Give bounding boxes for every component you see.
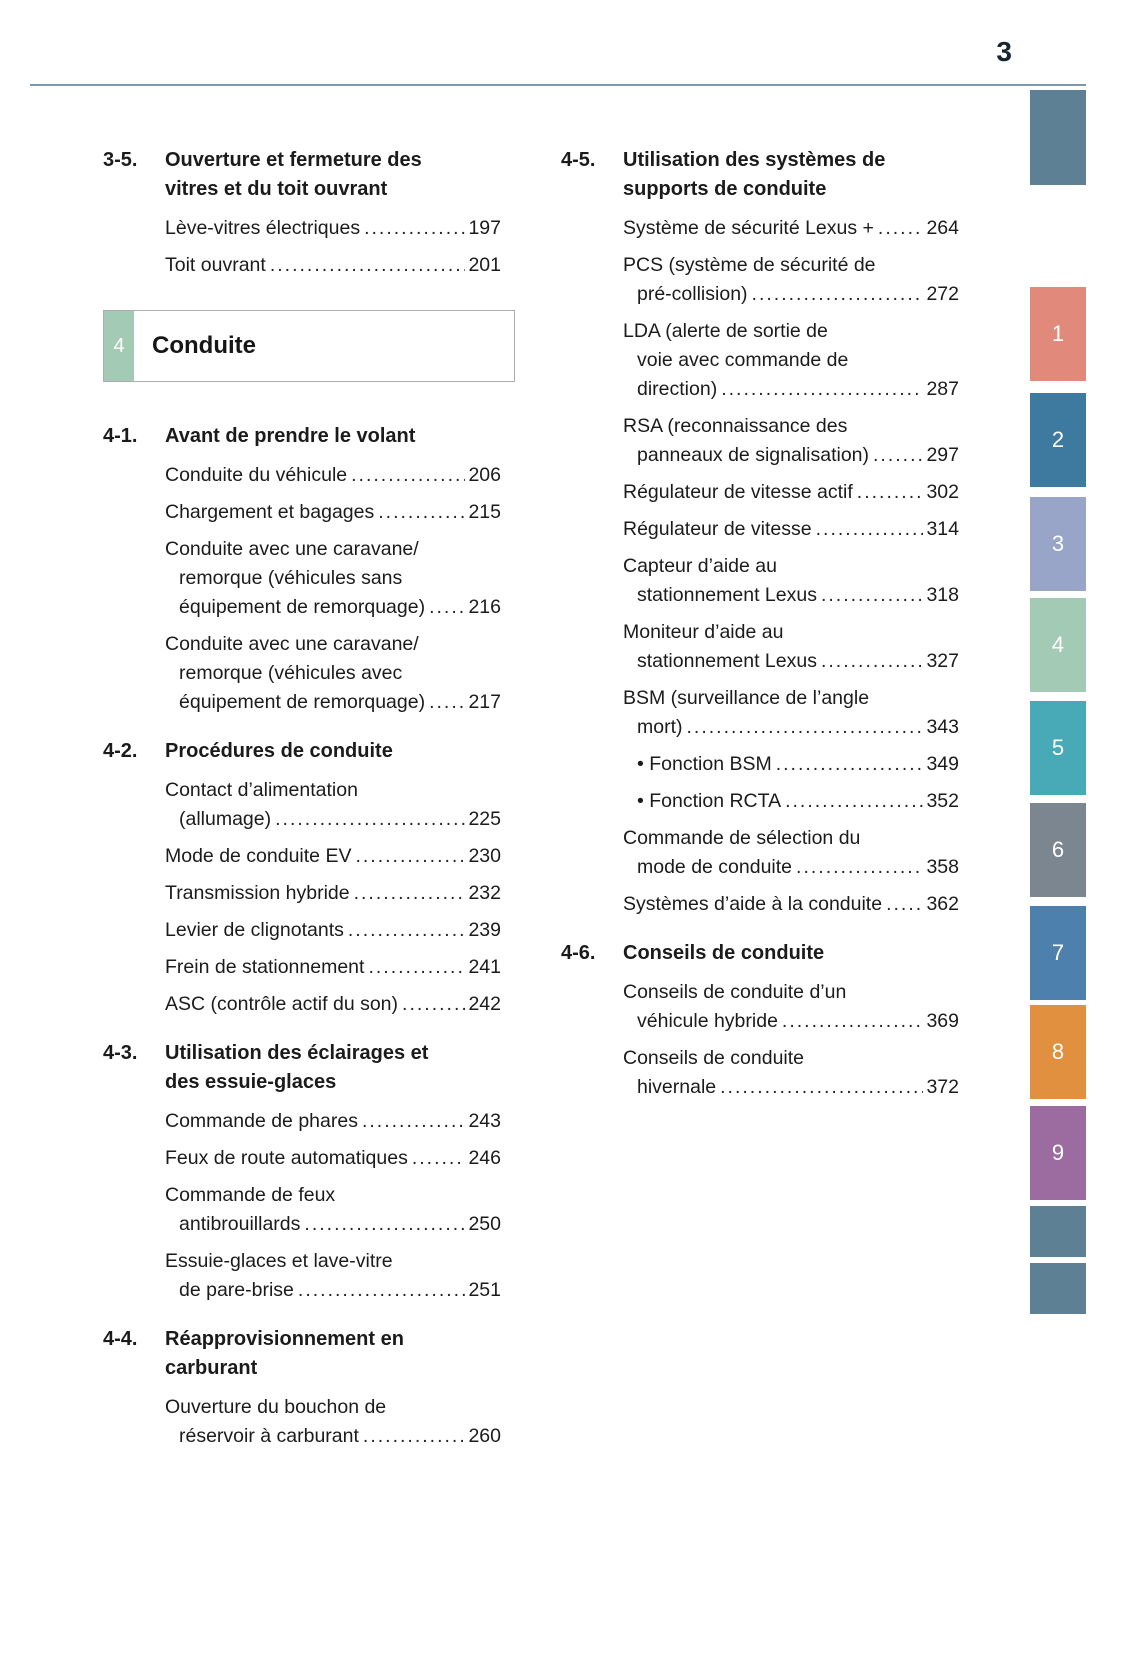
section-title-line: Ouverture et fermeture des: [165, 149, 422, 171]
chapter-tab-blank-0: [1030, 90, 1086, 185]
dot-leader: [355, 842, 465, 871]
dot-leader: [721, 375, 923, 404]
dot-leader: [687, 713, 924, 742]
dot-leader: [429, 688, 465, 717]
section-heading: [103, 1039, 501, 1097]
toc-entry-text: Transmission hybride: [165, 882, 350, 904]
section-entries: [103, 1107, 501, 1305]
toc-entry-line: [623, 647, 959, 676]
toc-entry-text: • Fonction BSM: [637, 753, 772, 775]
dot-leader: [782, 1007, 924, 1036]
section-heading: [103, 737, 501, 766]
section-heading: [561, 146, 959, 204]
toc-entry-text: BSM (surveillance de l’angle: [623, 687, 870, 709]
toc-entry-text: panneaux de signalisation): [637, 444, 870, 466]
dot-leader: [785, 787, 923, 816]
toc-entry: [165, 1107, 501, 1136]
toc-entry: [165, 776, 501, 834]
toc-entry-line: [623, 251, 959, 280]
chapter-tab-sidebar: [1030, 0, 1086, 1654]
toc-page-number: 217: [468, 691, 501, 713]
toc-entry-text: Chargement et bagages: [165, 501, 375, 523]
chapter-tab-number: 5: [1051, 735, 1065, 760]
toc-entry-line: [623, 441, 959, 470]
toc-entry-line: [165, 805, 501, 834]
toc-entry-text: mort): [637, 716, 683, 738]
toc-entry-line: [165, 1276, 501, 1305]
toc-entry-line: [165, 593, 501, 622]
section-title-line: Procédures de conduite: [165, 740, 393, 762]
toc-entry-line: [165, 916, 501, 945]
toc-entry-text: Frein de stationnement: [165, 956, 365, 978]
toc-left-main-sections: [103, 422, 501, 1451]
toc-page-number: 242: [468, 993, 501, 1015]
dot-leader: [752, 280, 924, 309]
toc-entry-text: antibrouillards: [179, 1213, 301, 1235]
toc-entry-text: Contact d’alimentation: [165, 779, 358, 801]
toc-section: [103, 422, 501, 717]
dot-leader: [363, 1422, 466, 1451]
dot-leader: [362, 1107, 466, 1136]
dot-leader: [348, 916, 466, 945]
toc-entry-line: [165, 214, 501, 243]
toc-entry: [165, 630, 501, 717]
toc-entry-line: [165, 1107, 501, 1136]
toc-entry: [623, 824, 959, 882]
dot-leader: [821, 647, 924, 676]
section-number: 4-3.: [103, 1042, 138, 1064]
toc-entry-line: [165, 1422, 501, 1451]
toc-page-number: 352: [926, 790, 959, 812]
toc-entry: [623, 412, 959, 470]
toc-entry-line: [165, 990, 501, 1019]
toc-section: [561, 146, 959, 919]
section-title: [165, 146, 422, 204]
toc-entry-line: [165, 630, 501, 659]
toc-entry-text: Mode de conduite EV: [165, 845, 352, 867]
toc-page-number: 349: [926, 753, 959, 775]
toc-entry: [165, 953, 501, 982]
toc-entry-text: Conseils de conduite: [623, 1047, 805, 1069]
toc-entry-text: stationnement Lexus: [637, 584, 817, 606]
toc-entry-line: [623, 824, 959, 853]
toc-entry-line: [623, 787, 959, 816]
toc-page-number: 287: [926, 378, 959, 400]
toc-page-number: 250: [468, 1213, 501, 1235]
toc-page-number: 243: [468, 1110, 501, 1132]
dot-leader: [402, 990, 465, 1019]
toc-entry-line: [623, 1073, 959, 1102]
chapter-tab-2: [1030, 393, 1086, 487]
section-title-line: Réapprovisionnement en: [165, 1328, 404, 1350]
chapter-tab-number: 8: [1051, 1039, 1065, 1064]
toc-entry-line: [623, 581, 959, 610]
toc-entry-text: de pare-brise: [179, 1279, 294, 1301]
toc-entry: [165, 990, 501, 1019]
toc-page-number: 206: [468, 464, 501, 486]
toc-page-number: 215: [468, 501, 501, 523]
toc-entry-line: [623, 853, 959, 882]
section-number: 4-6.: [561, 942, 596, 964]
toc-entry-line: [165, 776, 501, 805]
toc-entry-line: [623, 713, 959, 742]
chapter-tab-blank-11: [1030, 1263, 1086, 1314]
toc-entry-text: Commande de sélection du: [623, 827, 861, 849]
toc-entry-text: Lève-vitres électriques: [165, 217, 361, 239]
dot-leader: [298, 1276, 466, 1305]
toc-entry-line: [623, 552, 959, 581]
toc-entry-line: [165, 564, 501, 593]
toc-entry: [165, 916, 501, 945]
chapter-tab-6: [1030, 803, 1086, 897]
toc-entry-line: [165, 953, 501, 982]
toc-entry-text: remorque (véhicules avec: [179, 662, 403, 684]
section-title: [165, 1039, 428, 1097]
section-title: [623, 146, 885, 204]
toc-entry-text: (allumage): [179, 808, 272, 830]
toc-entry: [165, 842, 501, 871]
toc-entry-line: [165, 1210, 501, 1239]
toc-section: [103, 146, 501, 280]
toc-entry-text: remorque (véhicules sans: [179, 567, 403, 589]
section-title: [623, 939, 824, 968]
toc-page-number: 318: [926, 584, 959, 606]
section-title-line: vitres et du toit ouvrant: [165, 178, 388, 200]
toc-page-number: 297: [926, 444, 959, 466]
chapter-tab-3: [1030, 497, 1086, 591]
toc-entry: [623, 890, 959, 919]
dot-leader: [720, 1073, 923, 1102]
toc-page-number: 232: [468, 882, 501, 904]
toc-entry-line: [623, 317, 959, 346]
section-heading: [561, 939, 959, 968]
toc-section: [103, 737, 501, 1019]
section-entries: [103, 776, 501, 1019]
toc-entry-line: [623, 978, 959, 1007]
toc-entry: [165, 1247, 501, 1305]
toc-entry-text: Conduite du véhicule: [165, 464, 348, 486]
section-title-line: Conseils de conduite: [623, 942, 825, 964]
toc-entry-text: Régulateur de vitesse: [623, 518, 812, 540]
toc-entry: [165, 251, 501, 280]
toc-page-number: 241: [468, 956, 501, 978]
header-rule: [30, 84, 1086, 86]
chapter-banner: [103, 310, 515, 382]
toc-page-number: 251: [468, 1279, 501, 1301]
section-title-line: Avant de prendre le volant: [165, 425, 416, 447]
toc-entry-line: [165, 1247, 501, 1276]
toc-section: [103, 1039, 501, 1305]
toc-content: [103, 146, 959, 1459]
dot-leader: [816, 515, 924, 544]
section-heading: [103, 422, 501, 451]
toc-entry-line: [623, 280, 959, 309]
dot-leader: [873, 441, 923, 470]
toc-page-number: 362: [926, 893, 959, 915]
toc-entry-text: • Fonction RCTA: [637, 790, 782, 812]
toc-entry-line: [623, 478, 959, 507]
toc-entry-text: voie avec commande de: [637, 349, 849, 371]
toc-entry-line: [165, 659, 501, 688]
toc-entry: [623, 214, 959, 243]
toc-entry-text: Commande de feux: [165, 1184, 336, 1206]
toc-page-number: 230: [468, 845, 501, 867]
toc-entry: [623, 618, 959, 676]
toc-entry-text: Système de sécurité Lexus +: [623, 217, 874, 239]
section-title: [165, 737, 393, 766]
dot-leader: [354, 879, 466, 908]
dot-leader: [351, 461, 465, 490]
section-title: [165, 1325, 404, 1383]
chapter-banner-title: Conduite: [152, 332, 256, 359]
toc-entry-text: Ouverture du bouchon de: [165, 1396, 387, 1418]
toc-entry-text: Conduite avec une caravane/: [165, 538, 419, 560]
dot-leader: [429, 593, 465, 622]
toc-entry-text: PCS (système de sécurité de: [623, 254, 876, 276]
section-entries: [103, 461, 501, 717]
section-number: 4-1.: [103, 425, 138, 447]
toc-entry-line: [165, 251, 501, 280]
toc-entry: [623, 1044, 959, 1102]
toc-entry: [165, 879, 501, 908]
dot-leader: [821, 581, 924, 610]
toc-section: [103, 1325, 501, 1451]
toc-entry-text: Systèmes d’aide à la conduite: [623, 893, 883, 915]
toc-page-number: 264: [926, 217, 959, 239]
dot-leader: [304, 1210, 465, 1239]
section-number: 4-4.: [103, 1328, 138, 1350]
toc-page-number: 197: [468, 217, 501, 239]
toc-section: [561, 939, 959, 1102]
toc-entry-line: [623, 890, 959, 919]
toc-page-number: 239: [468, 919, 501, 941]
toc-entry-line: [165, 879, 501, 908]
toc-left-top-sections: [103, 146, 501, 280]
toc-entry-line: [623, 750, 959, 779]
toc-page-number: 369: [926, 1010, 959, 1032]
toc-entry-line: [165, 1181, 501, 1210]
toc-entry-line: [623, 684, 959, 713]
toc-entry: [623, 684, 959, 742]
chapter-tab-4: [1030, 598, 1086, 692]
toc-entry-text: Commande de phares: [165, 1110, 358, 1132]
toc-entry-text: Conseils de conduite d’un: [623, 981, 847, 1003]
toc-page-number: 272: [926, 283, 959, 305]
page-number: 3: [996, 36, 1012, 67]
toc-entry-text: stationnement Lexus: [637, 650, 817, 672]
toc-entry-text: équipement de remorquage): [179, 596, 426, 618]
chapter-tab-number: 2: [1051, 427, 1065, 452]
chapter-tab-7: [1030, 906, 1086, 1000]
toc-entry-line: [165, 461, 501, 490]
chapter-tab-5: [1030, 701, 1086, 795]
dot-leader: [796, 853, 923, 882]
chapter-tab-9: [1030, 1106, 1086, 1200]
toc-entry-text: Conduite avec une caravane/: [165, 633, 419, 655]
toc-page-number: 358: [926, 856, 959, 878]
toc-entry-text: Essuie-glaces et lave-vitre: [165, 1250, 393, 1272]
dot-leader: [364, 214, 465, 243]
chapter-tab-number: 3: [1051, 531, 1065, 556]
toc-page-number: 327: [926, 650, 959, 672]
toc-entry: [623, 978, 959, 1036]
toc-entry-line: [623, 412, 959, 441]
section-number: 4-5.: [561, 149, 596, 171]
toc-entry-line: [623, 214, 959, 243]
chapter-tab-blank-10: [1030, 1206, 1086, 1257]
section-entries: [103, 1393, 501, 1451]
section-title-line: des essuie-glaces: [165, 1071, 337, 1093]
toc-entry-text: pré-collision): [637, 283, 748, 305]
toc-entry-line: [165, 842, 501, 871]
toc-entry: [165, 214, 501, 243]
toc-page-number: 302: [926, 481, 959, 503]
toc-entry-text: Feux de route automatiques: [165, 1147, 408, 1169]
toc-entry: [165, 1181, 501, 1239]
chapter-tab-number: 4: [1051, 632, 1065, 657]
toc-entry-text: véhicule hybride: [637, 1010, 778, 1032]
toc-entry-line: [623, 375, 959, 404]
chapter-tab-number: 9: [1051, 1140, 1065, 1165]
section-number: 4-2.: [103, 740, 138, 762]
dot-leader: [776, 750, 924, 779]
toc-page-number: 246: [468, 1147, 501, 1169]
chapter-tab-number: 7: [1051, 940, 1065, 965]
toc-entry-text: réservoir à carburant: [179, 1425, 359, 1447]
toc-entry: [165, 461, 501, 490]
section-title-line: supports de conduite: [623, 178, 827, 200]
toc-entry-line: [623, 618, 959, 647]
toc-entry-line: [165, 688, 501, 717]
section-heading: [103, 1325, 501, 1383]
toc-page-number: 225: [468, 808, 501, 830]
section-title-line: carburant: [165, 1357, 258, 1379]
section-number: 3-5.: [103, 149, 138, 171]
toc-entry-text: LDA (alerte de sortie de: [623, 320, 828, 342]
dot-leader: [270, 251, 466, 280]
chapter-tab-8: [1030, 1005, 1086, 1099]
chapter-tab-1: [1030, 287, 1086, 381]
toc-entry-text: direction): [637, 378, 718, 400]
toc-entry: [623, 478, 959, 507]
toc-entry-text: équipement de remorquage): [179, 691, 426, 713]
toc-entry-text: hivernale: [637, 1076, 717, 1098]
toc-entry-text: Capteur d’aide au: [623, 555, 777, 577]
toc-entry-text: Levier de clignotants: [165, 919, 344, 941]
toc-entry-text: Moniteur d’aide au: [623, 621, 784, 643]
toc-entry: [165, 535, 501, 622]
dot-leader: [878, 214, 924, 243]
chapter-tab-number: 6: [1051, 837, 1065, 862]
dot-leader: [857, 478, 924, 507]
toc-entry-text: Régulateur de vitesse actif: [623, 481, 853, 503]
toc-entry-text: mode de conduite: [637, 856, 793, 878]
toc-page-number: 201: [468, 254, 501, 276]
dot-leader: [886, 890, 923, 919]
toc-entry: [623, 750, 959, 779]
toc-entry: [623, 251, 959, 309]
toc-entry-line: [165, 1393, 501, 1422]
toc-entry-line: [623, 515, 959, 544]
dot-leader: [275, 805, 465, 834]
toc-entry: [623, 515, 959, 544]
toc-entry: [623, 552, 959, 610]
toc-entry: [165, 1393, 501, 1451]
section-entries: [561, 214, 959, 919]
toc-page-number: 343: [926, 716, 959, 738]
chapter-tab-number: 1: [1051, 321, 1065, 346]
toc-entry: [165, 498, 501, 527]
chapter-banner-number: 4: [104, 311, 134, 381]
toc-entry-line: [165, 1144, 501, 1173]
toc-entry-text: RSA (reconnaissance des: [623, 415, 848, 437]
toc-page-number: 216: [468, 596, 501, 618]
section-title: [165, 422, 415, 451]
toc-entry-line: [623, 1044, 959, 1073]
section-heading: [103, 146, 501, 204]
toc-entry-line: [623, 1007, 959, 1036]
toc-page-number: 260: [468, 1425, 501, 1447]
toc-entry-text: Toit ouvrant: [165, 254, 266, 276]
section-entries: [103, 214, 501, 280]
toc-page-number: 314: [926, 518, 959, 540]
toc-entry-line: [623, 346, 959, 375]
section-entries: [561, 978, 959, 1102]
toc-entry-line: [165, 498, 501, 527]
toc-entry-text: ASC (contrôle actif du son): [165, 993, 399, 1015]
section-title-line: Utilisation des systèmes de: [623, 149, 886, 171]
dot-leader: [412, 1144, 466, 1173]
dot-leader: [378, 498, 465, 527]
toc-entry: [623, 317, 959, 404]
toc-entry: [623, 787, 959, 816]
toc-entry-line: [165, 535, 501, 564]
section-title-line: Utilisation des éclairages et: [165, 1042, 429, 1064]
toc-right-column: [561, 146, 959, 1459]
dot-leader: [368, 953, 465, 982]
toc-page-number: 372: [926, 1076, 959, 1098]
toc-left-column: [103, 146, 501, 1459]
toc-entry: [165, 1144, 501, 1173]
